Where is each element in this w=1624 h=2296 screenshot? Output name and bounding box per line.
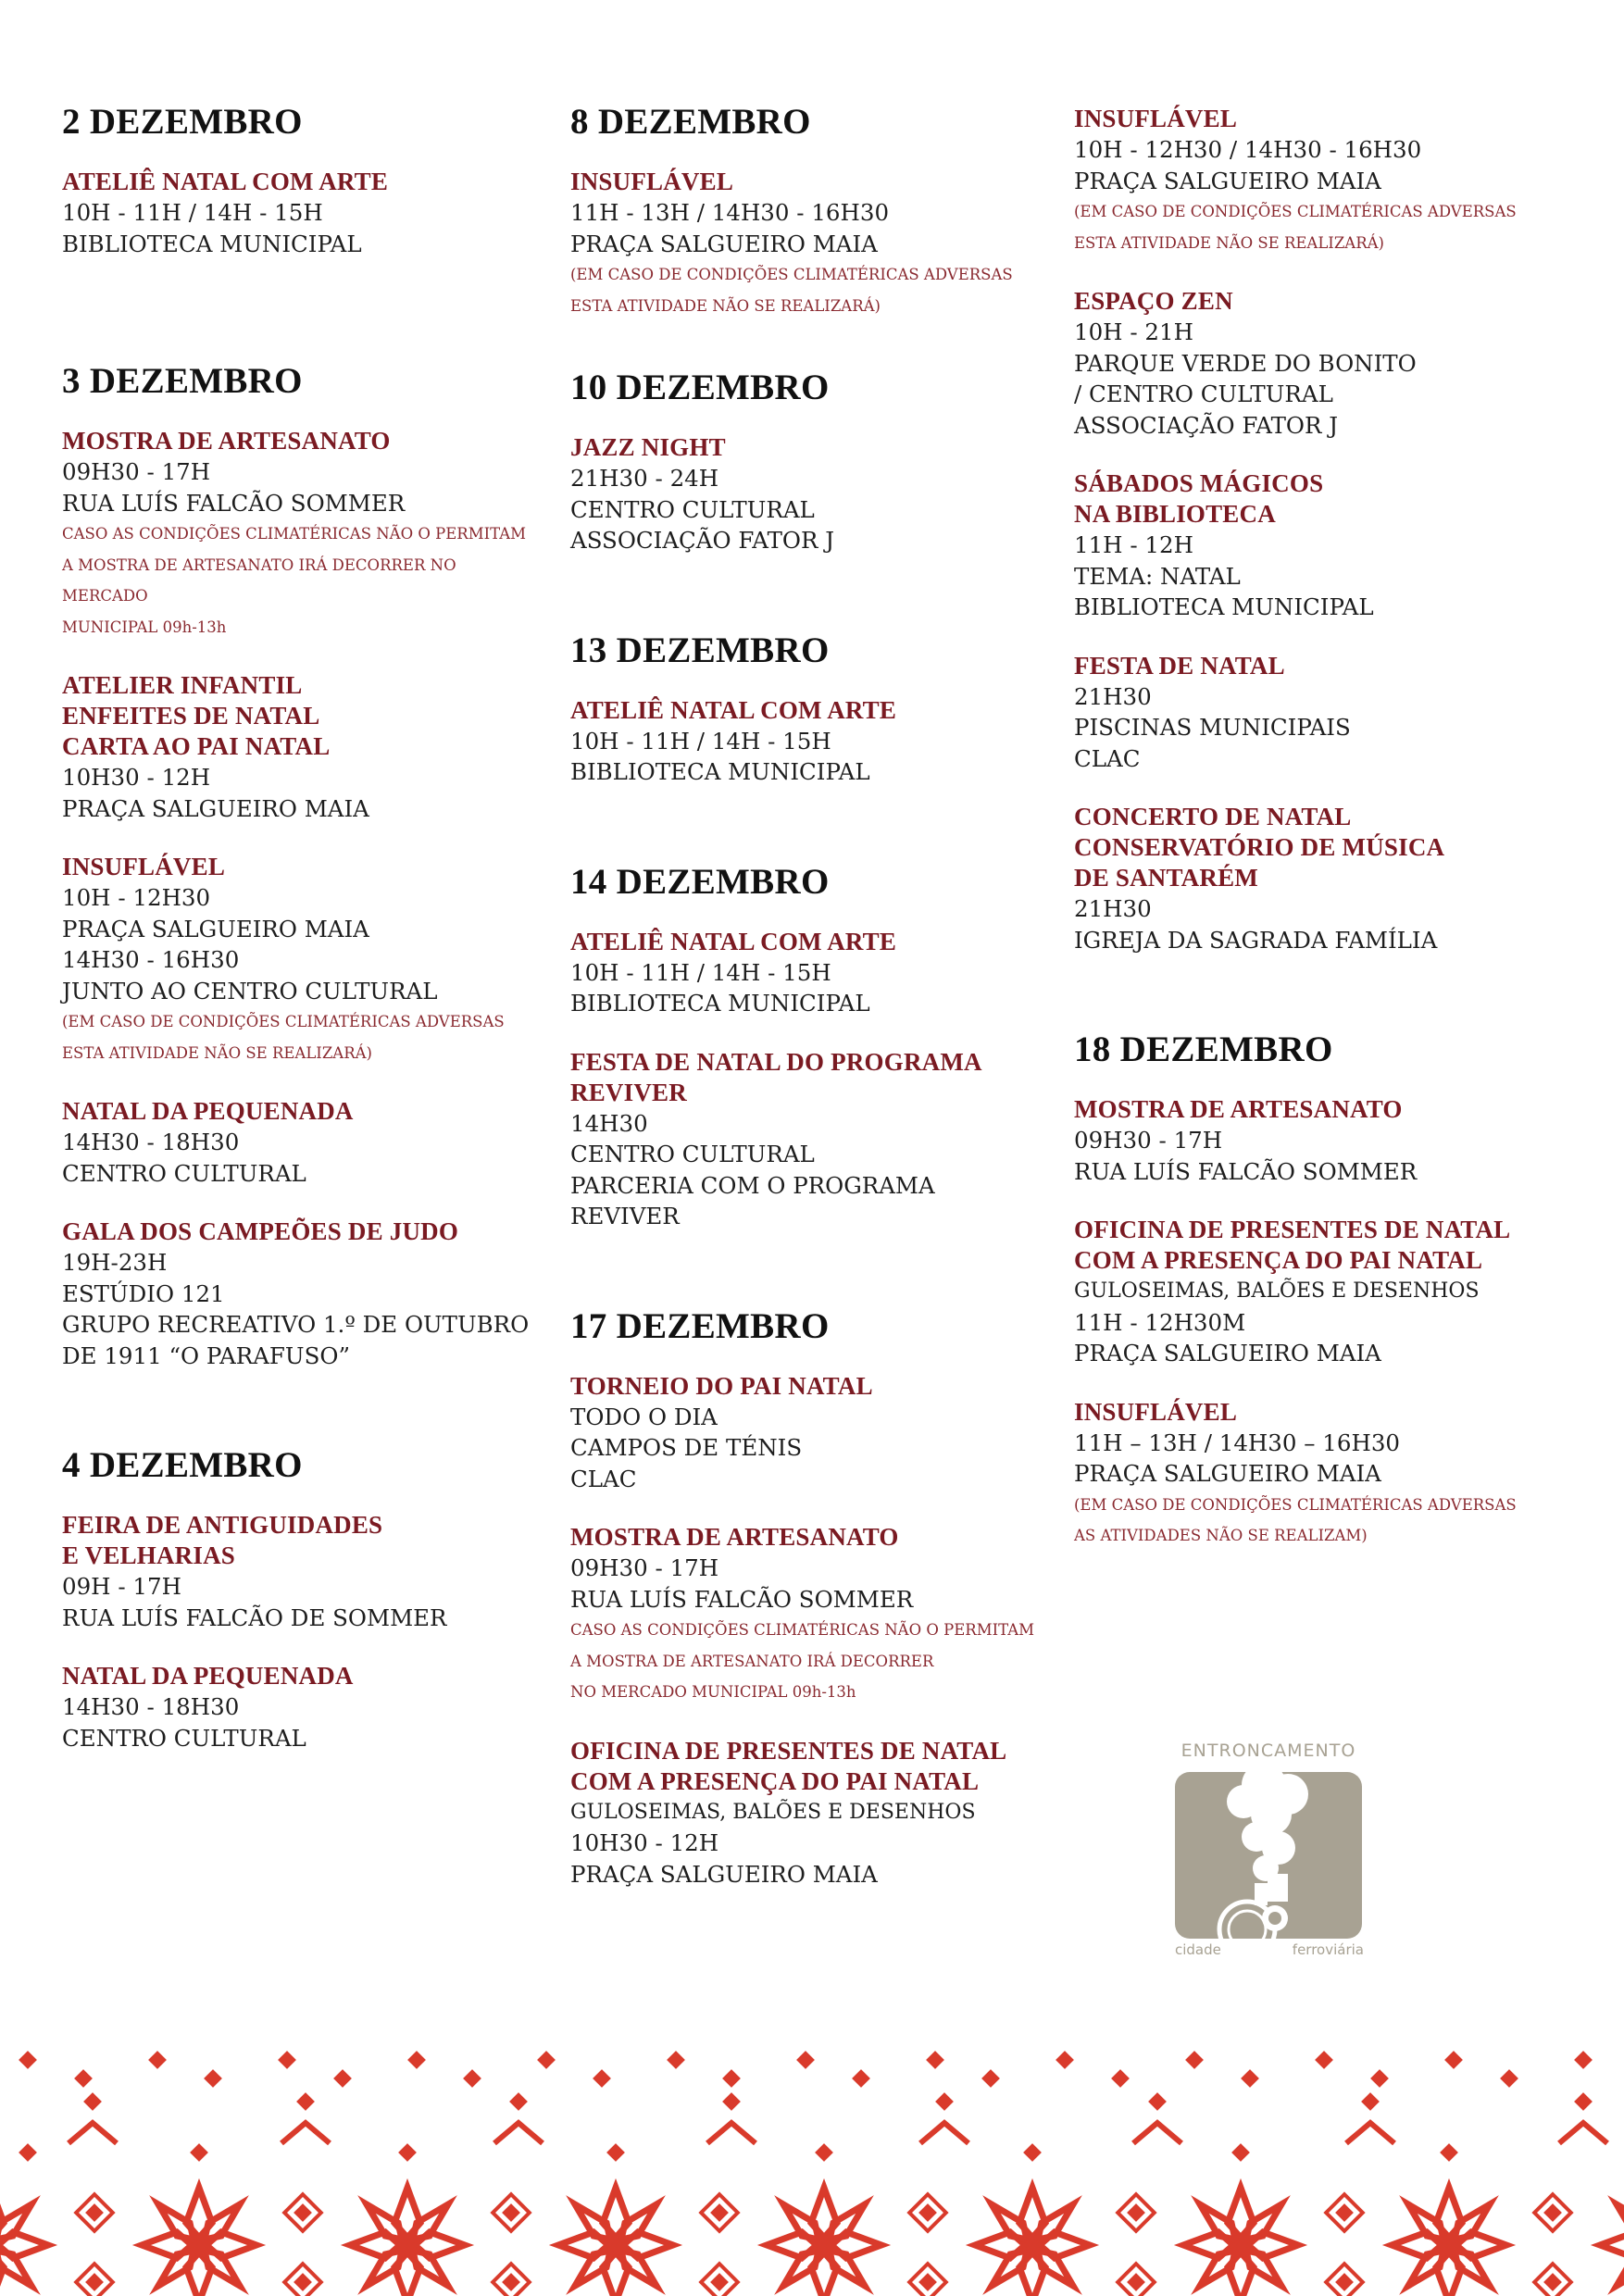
event-location: PRAÇA SALGUEIRO MAIA <box>1074 1340 1381 1366</box>
event-time: 09H - 17H <box>62 1573 181 1600</box>
event <box>570 167 1052 321</box>
event-location: BIBLIOTECA MUNICIPAL <box>570 758 870 785</box>
event-location: PRAÇA SALGUEIRO MAIA <box>570 1860 878 1888</box>
event-time: 09H30 - 17H <box>1074 1127 1223 1154</box>
event <box>62 1661 543 1753</box>
day-18-dezembro <box>1074 1028 1593 1552</box>
column-1 <box>62 100 543 1781</box>
day-8-dezembro <box>570 100 1052 321</box>
event-title: NATAL DA PEQUENADA <box>62 1662 354 1690</box>
day-title: 4 DEZEMBRO <box>62 1445 303 1485</box>
event-organizer: GRUPO RECREATIVO 1.º DE OUTUBRO DE 1911 “O PARAFUSO” <box>62 1311 530 1369</box>
event-time: 11H – 13H / 14H30 – 16H30 <box>1074 1429 1400 1456</box>
event-location: PRAÇA SALGUEIRO MAIA <box>1074 1460 1381 1487</box>
event-location: BIBLIOTECA MUNICIPAL <box>62 230 362 257</box>
event-organizer: ASSOCIAÇÃO FATOR J <box>570 527 835 554</box>
event-description: GULOSEIMAS, BALÕES E DESENHOS <box>1074 1279 1480 1303</box>
day-4-dezembro <box>62 1443 543 1753</box>
logo-subtitle-left: cidade <box>1175 1941 1221 1958</box>
event-title: ATELIÊ NATAL COM ARTE <box>62 168 389 195</box>
event <box>1074 1094 1593 1187</box>
event-title: FESTA DE NATAL <box>1074 651 1285 680</box>
event-location: ESTÚDIO 121 <box>62 1279 225 1307</box>
event-organizer: CLAC <box>1074 744 1141 772</box>
event-title: ATELIÊ NATAL COM ARTE <box>570 927 897 955</box>
day-10-dezembro <box>570 366 1052 556</box>
event <box>62 426 543 643</box>
event <box>62 1510 543 1633</box>
event <box>62 1217 543 1371</box>
event-location: RUA LUÍS FALCÃO SOMMER <box>570 1585 914 1613</box>
day-title: 18 DEZEMBRO <box>1074 1029 1333 1069</box>
event-title: SÁBADOS MÁGICOS NA BIBLIOTECA <box>1074 469 1324 528</box>
event-title: MOSTRA DE ARTESANATO <box>1074 1095 1403 1123</box>
event-location: PRAÇA SALGUEIRO MAIA <box>1074 167 1381 194</box>
event <box>62 852 543 1068</box>
event <box>1074 651 1593 775</box>
event-title: NATAL DA PEQUENADA <box>62 1097 354 1125</box>
event-title: ESPAÇO ZEN <box>1074 287 1233 315</box>
event-description: GULOSEIMAS, BALÕES E DESENHOS <box>570 1800 976 1824</box>
event-time: 10H - 11H / 14H - 15H <box>570 958 831 986</box>
event-title: GALA DOS CAMPEÕES DE JUDO <box>62 1217 459 1245</box>
event-title: MOSTRA DE ARTESANATO <box>62 427 391 455</box>
day-13-dezembro <box>570 629 1052 788</box>
entroncamento-logo <box>1173 1741 1364 1963</box>
event-time: 10H - 11H / 14H - 15H <box>62 199 323 226</box>
event-title: INSUFLÁVEL <box>62 853 226 880</box>
event-location: CENTRO CULTURAL <box>570 1141 815 1167</box>
event-title: INSUFLÁVEL <box>1074 1397 1238 1426</box>
day-17-dezembro-continued <box>1074 104 1593 955</box>
event-title: OFICINA DE PRESENTES DE NATAL COM A PRESENÇA DO PAI NATAL <box>1074 1216 1511 1274</box>
day-2-dezembro <box>62 100 543 259</box>
event-location: BIBLIOTECA MUNICIPAL <box>570 990 870 1017</box>
event-title: OFICINA DE PRESENTES DE NATAL COM A PRESENÇA DO PAI NATAL <box>570 1736 1007 1795</box>
event <box>62 670 543 824</box>
event-title: INSUFLÁVEL <box>570 168 734 195</box>
event-title: ATELIER INFANTIL ENFEITES DE NATAL CARTA AO PAI NATAL <box>62 671 331 760</box>
event-time: 10H - 11H / 14H - 15H <box>570 727 831 755</box>
event-organizer: PARCERIA COM O PROGRAMA REVIVER <box>570 1171 935 1229</box>
event-location: PRAÇA SALGUEIRO MAIA <box>570 230 878 257</box>
day-title: 17 DEZEMBRO <box>570 1305 830 1346</box>
event <box>1074 1397 1593 1552</box>
event-location: CENTRO CULTURAL <box>62 1724 306 1752</box>
event-note: (EM CASO DE CONDIÇÕES CLIMATÉRICAS ADVERSAS ESTA ATIVIDADE NÃO SE REALIZARÁ) <box>570 266 1013 315</box>
event-location: IGREJA DA SAGRADA FAMÍLIA <box>1074 926 1438 954</box>
column-3 <box>1074 104 1593 1579</box>
event <box>570 1522 1052 1708</box>
event-location: CAMPOS DE TÉNIS <box>570 1434 803 1461</box>
event <box>570 1736 1052 1890</box>
event <box>1074 104 1593 258</box>
event-organizer: CLAC <box>570 1465 637 1492</box>
event-time: 10H30 - 12H <box>570 1829 719 1856</box>
event <box>570 695 1052 788</box>
event-title: MOSTRA DE ARTESANATO <box>570 1523 899 1551</box>
steam-locomotive-icon <box>1175 1772 1362 1939</box>
event-location: CENTRO CULTURAL <box>62 1159 306 1187</box>
event-location: PRAÇA SALGUEIRO MAIA <box>62 915 369 942</box>
event-note: (EM CASO DE CONDIÇÕES CLIMATÉRICAS ADVERSAS ESTA ATIVIDADE NÃO SE REALIZARÁ) <box>1074 203 1517 252</box>
event <box>570 1047 1052 1232</box>
event-time: TODO O DIA <box>570 1403 718 1430</box>
day-3-dezembro <box>62 359 543 1371</box>
event-location: JUNTO AO CENTRO CULTURAL <box>62 977 438 1004</box>
event <box>570 1371 1052 1495</box>
event-note: CASO AS CONDIÇÕES CLIMATÉRICAS NÃO O PERMITAM A MOSTRA DE ARTESANATO IRÁ DECORRER NO MERCADO MUNICIPAL 09h-13h <box>62 525 527 636</box>
event-note: CASO AS CONDIÇÕES CLIMATÉRICAS NÃO O PERMITAM A MOSTRA DE ARTESANATO IRÁ DECORRER NO MERCADO MUNICIPAL 09h-13h <box>570 1621 1035 1701</box>
event-time: 14H30 - 16H30 <box>62 946 240 973</box>
event-time: 21H30 <box>1074 682 1152 710</box>
event-time: 21H30 <box>1074 895 1152 922</box>
event <box>1074 468 1593 623</box>
event-location: RUA LUÍS FALCÃO DE SOMMER <box>62 1603 447 1631</box>
day-title: 13 DEZEMBRO <box>570 630 830 670</box>
event-time: 11H - 13H / 14H30 - 16H30 <box>570 199 890 226</box>
event-title: FEIRA DE ANTIGUIDADES E VELHARIAS <box>62 1511 383 1569</box>
event-time: 11H - 12H30M <box>1074 1308 1246 1336</box>
event-time: 10H - 21H <box>1074 318 1193 345</box>
event-location: RUA LUÍS FALCÃO SOMMER <box>1074 1157 1418 1185</box>
event-title: CONCERTO DE NATAL CONSERVATÓRIO DE MÚSICA DE SANTARÉM <box>1074 803 1445 892</box>
day-title: 2 DEZEMBRO <box>62 102 303 142</box>
event-location: CENTRO CULTURAL <box>570 495 815 523</box>
christmas-pattern-border <box>0 2051 1624 2296</box>
event-time: 09H30 - 17H <box>570 1554 719 1581</box>
event-time: 09H30 - 17H <box>62 458 211 485</box>
event-location: RUA LUÍS FALCÃO SOMMER <box>62 489 406 517</box>
event-time: 19H-23H <box>62 1249 168 1276</box>
event-note: (EM CASO DE CONDIÇÕES CLIMATÉRICAS ADVERSAS ESTA ATIVIDADE NÃO SE REALIZARÁ) <box>62 1013 505 1062</box>
event <box>62 167 543 259</box>
event-title: JAZZ NIGHT <box>570 433 726 461</box>
event-organizer: ASSOCIAÇÃO FATOR J <box>1074 411 1339 439</box>
event-time: 14H30 <box>570 1109 648 1137</box>
event-time: 10H30 - 12H <box>62 764 211 791</box>
event <box>570 927 1052 1019</box>
event-time: 10H - 12H30 / 14H30 - 16H30 <box>1074 136 1422 163</box>
logo-wordmark: ENTRONCAMENTO <box>1181 1741 1356 1761</box>
event <box>1074 1215 1593 1369</box>
event-time: 10H - 12H30 <box>62 884 211 911</box>
event-location: PARQUE VERDE DO BONITO / CENTRO CULTURAL <box>1074 349 1417 407</box>
day-14-dezembro <box>570 860 1052 1232</box>
event-location: PISCINAS MUNICIPAIS <box>1074 714 1351 741</box>
event <box>62 1096 543 1189</box>
event-time: 14H30 - 18H30 <box>62 1693 240 1720</box>
event-title: FESTA DE NATAL DO PROGRAMA REVIVER <box>570 1047 982 1106</box>
event <box>570 432 1052 556</box>
event-title: TORNEIO DO PAI NATAL <box>570 1371 873 1400</box>
event <box>1074 802 1593 955</box>
event-note: (EM CASO DE CONDIÇÕES CLIMATÉRICAS ADVERSAS AS ATIVIDADES NÃO SE REALIZAM) <box>1074 1495 1517 1544</box>
logo-subtitle-right: ferroviária <box>1292 1941 1364 1958</box>
event <box>1074 286 1593 441</box>
event-theme: TEMA: NATAL <box>1074 562 1241 590</box>
event-time: 21H30 - 24H <box>570 465 719 492</box>
column-2 <box>570 100 1052 1917</box>
event-title: INSUFLÁVEL <box>1074 105 1238 132</box>
day-title: 3 DEZEMBRO <box>62 361 303 401</box>
day-title: 14 DEZEMBRO <box>570 861 830 902</box>
day-title: 10 DEZEMBRO <box>570 368 830 407</box>
event-time: 11H - 12H <box>1074 531 1193 558</box>
event-location: PRAÇA SALGUEIRO MAIA <box>62 794 369 822</box>
day-17-dezembro <box>570 1304 1052 1890</box>
event-location: BIBLIOTECA MUNICIPAL <box>1074 593 1374 620</box>
event-time: 14H30 - 18H30 <box>62 1129 240 1155</box>
event-title: ATELIÊ NATAL COM ARTE <box>570 695 897 724</box>
day-title: 8 DEZEMBRO <box>570 102 811 142</box>
